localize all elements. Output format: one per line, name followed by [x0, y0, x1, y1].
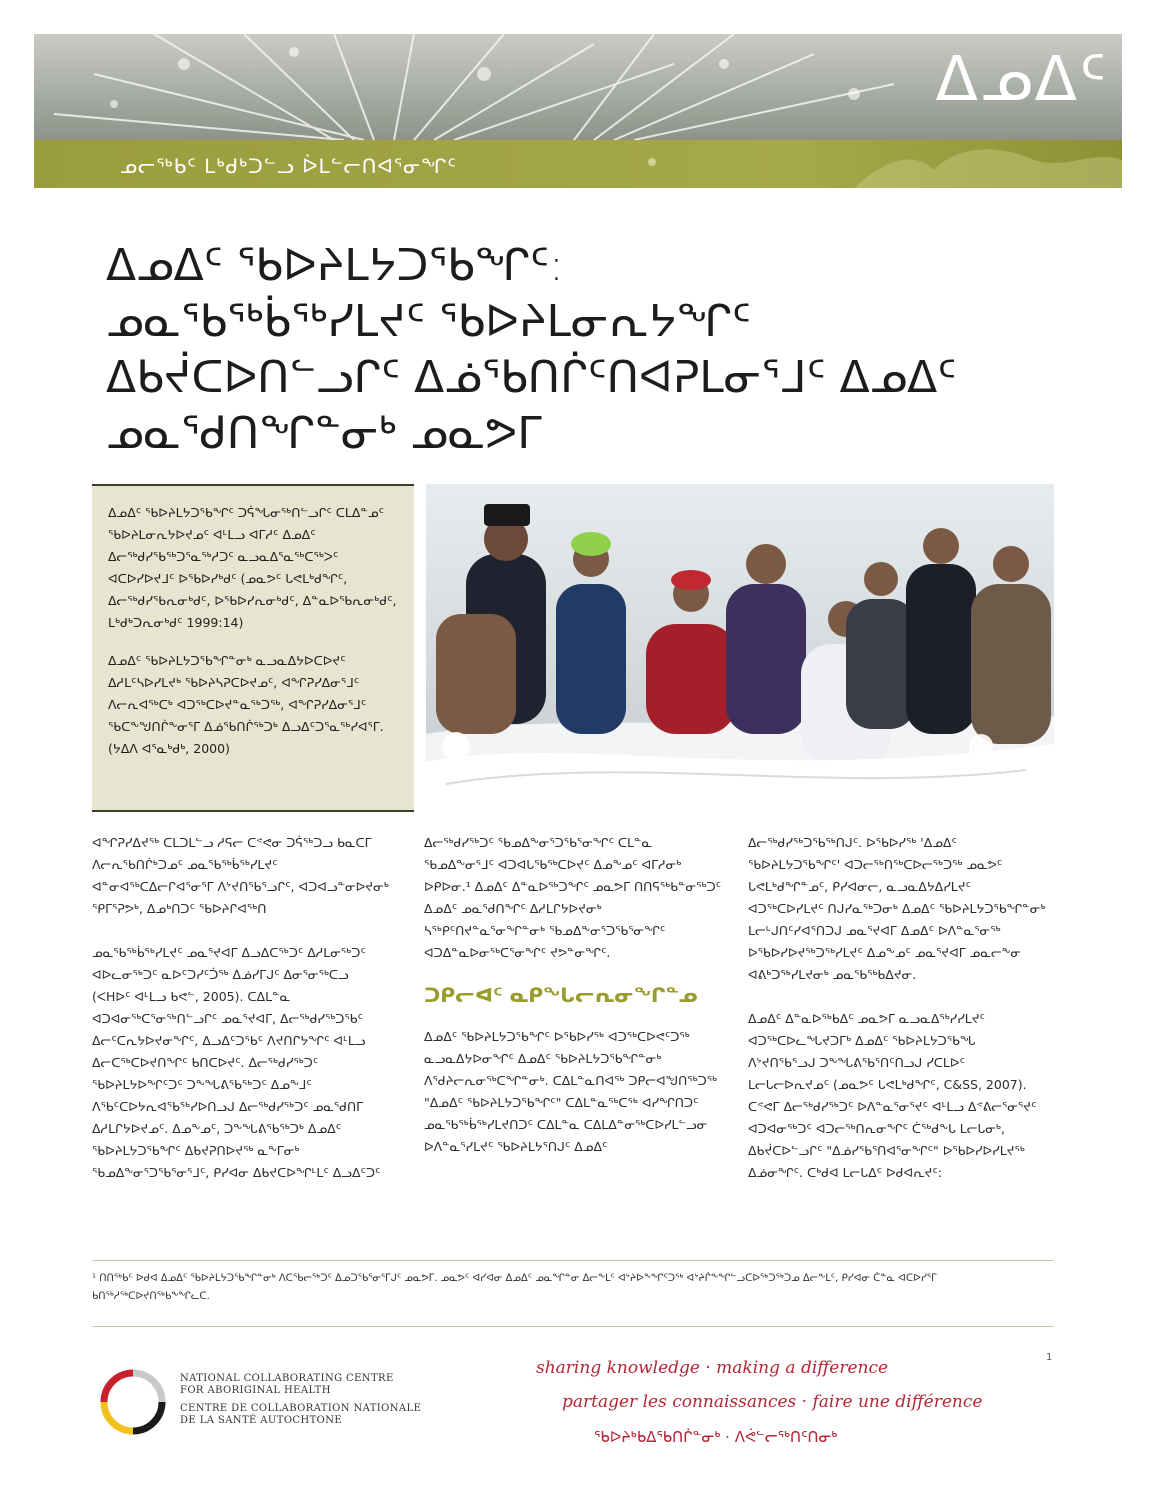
footnote-divider-bottom: [92, 1326, 1054, 1327]
banner-subtitle: ᓄᓕᖅᑲᑦ ᒪᒃᑯᒃᑐᓪᓗ ᐆᒪᓪᓕᑎᐊᕐᓂᖏᑦ: [120, 154, 457, 178]
slogan-english: sharing knowledge · making a difference: [536, 1358, 889, 1378]
slogan-french: partager les connaissances · faire une différence: [562, 1392, 983, 1412]
org-english-line: NATIONAL COLLABORATING CENTRE: [180, 1373, 394, 1384]
body-paragraph: ᓄᓇᖃᖅᑳᖅᓯᒪᔪᑦ ᓄᓇᕐᔪᐊᒥ ᐃᓗᐃᑕᖅᑐᑦ ᐃᓱᒪᓂᖅᑐᑦ ᐊᐅᓚᓂᖅᑐᑦ ᓇᐅᑦᑐᓯᑦᑑᖅ ᐃᓅᓯᒥᒍᑦ ᐃᓂᕐᓂᖅᑕᓗ (ᐸᕼᐅᑦ ᐊᒻᒪᓗ ᑲᕙᓪ, 2005). ᑕᐃᒪᓐᓇ ᐊᑐᐊᓂᖅᑕᕐᓂᖅᑎᓪᓗᒋᑦ ᓄᓇᕐᔪᐊᒥ, ᐃᓕᖅᑯᓯᖅᑐᖃᑦ ᐃᓕᑦᑕᕆᔭᐅᔪᓂᖏᑦ, ᐃᓗᐃᑦᑐᖃᑦ ᐱᔪᑎᒋᔭᖏᑦ ᐊᒻᒪᓗ ᐃᓕᑕᖅᑕᐅᔪᑎᖏᑦ ᑲᑎᑕᐅᔪᑦ. ᐃᓕᖅᑯᓯᖅᑐᑦ ᖃᐅᔨᒪᔭᐅᖏᑦᑐᑦ ᑐᖕᖓᕕᖃᖅᑐᑦ ᐃᓄᖕᒧᑦ ᐱᖃᑦᑕᐅᔭᕆᐊᖃᖅᓯᐅᑎᓗᒍ ᐃᓕᖅᑯᓯᖅᑐᑦ ᓄᓇᖁᑎᒥ ᐃᓱᒪᒋᔭᐅᔪᓄᑦ. ᐃᓄᖕᓄᑦ, ᑐᖕᖓᕕᖃᖅᑐᒃ ᐃᓄᐃᑦ ᖃᐅᔨᒪᔭᑐᖃᖏᑦ ᐃᑲᔪᕈᑎᐅᔪᖅ ᓇᖕᒥᓂᒃ ᖃᓄᐃᖕᓂᕐᑐᖃᕐᓂᕐᒧᑦ, ᑭᓯᐊᓂ ᐃᑲᔪᑕᐅᖏᒻᒪᑦ ᐃᓗᐃᑦᑐᑦ: [92, 945, 381, 1180]
footnote-divider-top: [92, 1260, 1054, 1261]
body-column-1: [92, 832, 390, 1206]
section-heading: ᑐᑭᓕᐊᑦ ᓇᑭᖕᒐᓕᕆᓂᖏᓐᓄ: [424, 983, 698, 1007]
banner-title: ᐃᓄᐃᑦ: [935, 42, 1108, 115]
sidebar-paragraph: ᐃᓄᐃᑦ ᖃᐅᔨᒪᔭᑐᖃᖏᓐᓂᒃ ᓇᓗᓇᐃᔭᐅᑕᐅᔪᑦ ᐃᓱᒪᑦᓴᐅᓯᒪᔪᒃ ᖃᐅᔨᓴᕈᑕᐅᔪᓄᑦ, ᐊᖏᕈᓯᐃᓂᕐᒧᑦ ᐱᓕᕆᐊᖅᑕᒃ ᐊᑐᖅᑕᐅᔪᓐᓇᖅᑐᖅ, ᐊᖏᕈᓯᐃᓂᕐᒧᑦ ᖃᑕᖕᖑᑎᒌᖕᓂᕐᒥ ᐃᓅᖃᑎᒌᖅᑐᒃ ᐃᓗᐃᑦᑐᕐᓇᖅᓯᐊᕐᒥ. (ᔭᐃᐱ ᐊᕐᓇᒃᑯᒃ, 2000): [108, 653, 384, 756]
title-line-2: ᓄᓇᖃᖅᑳᖅᓯᒪᔪᑦ ᖃᐅᔨᒪᓂᕆᔭᖏᑦ: [106, 296, 751, 347]
body-paragraph: ᐊᖏᕈᓯᐃᔪᖅ ᑕᒪᑐᒪᓪᓗ ᓱᕋᓕ ᑕᕝᕙᓂ ᑐᕌᖅᑐᓗ ᑲᓇᑕᒥ ᐱᓕᕆᖃᑎᒌᒃᑐᓄᑦ ᓄᓇᖃᖅᑳᖅᓯᒪᔪᑦ ᐊᓐᓂᐊᖅᑕᐃᓕᒋᐊᕐᓂᕐᒥ ᐱᔾᔪᑎᖃᕐᓗᒋᑦ, ᐊᑐᐊᓗᓐᓂᐅᔪᓂᒃ ᕿᒥᕐᕈᕗᒃ, ᐃᓄᒃᑎᑐᑦ ᖃᐅᔨᒋᐊᖅᑎ: [92, 835, 389, 916]
body-column-2: [424, 832, 722, 1180]
body-paragraph: ᐃᓄᐃᑦ ᖃᐅᔨᒪᔭᑐᖃᖏᑦ ᐅᖃᐅᓯᖅ ᐊᑐᖅᑕᐅᕙᑦᑐᖅ ᓇᓗᓇᐃᔭᐅᓂᖏᑦ ᐃᓄᐃᑦ ᖃᐅᔨᒪᔭᑐᖃᖏᓐᓂᒃ ᐱᖁᔨᓕᕆᓂᖅᑕᖏᓐᓂᒃ. ᑕᐃᒪᓐᓇᑎᐊᖅ ᑐᑭᓕᐊᖑᑎᖅᑐᖅ "ᐃᓄᐃᑦ ᖃᐅᔨᒪᔭᑐᖃᖏᑦ" ᑕᐃᒪᓐᓇᖅᑕᖅ ᐊᓯᖏᑎᑐᑦ ᓄᓇᖃᖅᑳᖅᓯᒪᔪᑎᑐᑦ ᑕᐃᒪᓐᓇ ᑕᐃᒪᐃᓐᓂᖅᑕᐅᓯᒪᓪᓗᓂ ᐅᐱᓐᓇᕐᓯᒪᔪᑦ ᖃᐅᔨᒪᔭᕐᑎᒍᑦ ᐃᓄᐃᑦ: [424, 1029, 718, 1154]
group-photo: [426, 484, 1054, 812]
footnote: ¹ ᑎᑎᖅᑲᑦ ᐅᑯᐊ ᐃᓄᐃᑦ ᖃᐅᔨᒪᔭᑐᖃᖏᓐᓂᒃ ᐱᑕᖃᓕᖅᑐᑦ ᐃᓄᑐᖃᕐᓂᕐᒥᒍᑦ ᓄᓇᕗᒥ. ᓄᓇᕗᑦ ᐊᓯᐊᓂ ᐃᓄᐃᑦ ᓄᓇᖏᓐᓂ ᐃᓕᖕᒪᑦ ᐊᔾᔨᐅᖕᖏᑦᑐᖅ ᐊᔾᔨᒌᖕᖏᓪᓗᑕᐅᖅᑐᖅᑐᓄ ᐃᓕᖕᒪᑦ, ᑭᓯᐊᓂ ᑖᓐᓇ ᐊᑕᐅᓯᕐᒥ ᑲᑎᖅᓱᖅᑕᐅᔪᑎᖅᑲᖕᖏᓚᑕ.: [92, 1273, 937, 1302]
org-french-line: CENTRE DE COLLABORATION NATIONALE: [180, 1403, 422, 1414]
page-number: 1: [1046, 1352, 1053, 1363]
page-title: [106, 238, 1066, 462]
body-paragraph: ᐃᓄᐃᑦ ᐃᓐᓇᐅᖅᑲᐃᑦ ᓄᓇᕗᒥ ᓇᓗᓇᐃᖅᓯᓯᒪᔪᑦ ᐊᑐᖅᑕᐅᓚᖓᔪᑐᒥᒃ ᐃᓄᐃᑦ ᖃᐅᔨᒪᔭᑐᖃᖓ ᐱᔾᔪᑎᖃᕐᓗᒍ ᑐᖕᖓᕕᖃᕐᑎᑦᑎᓗᒍ ᓯᑕᒪᐅᑦ ᒪᓕᒐᓕᐅᕆᔪᓄᑦ (ᓄᓇᕗᑦ ᒐᕙᒪᒃᑯᖏᑦ, C&SS, 2007). ᑕᕝᕙᒥ ᐃᓕᖅᑯᓯᖅᑐᑦ ᐅᐱᓐᓇᕐᓂᕐᔪᑦ ᐊᒻᒪᓗ ᐃᕝᕕᓕᕐᓂᕐᔪᑦ ᐊᑐᐊᓂᖅᑐᑦ ᐊᑐᓕᖅᑎᕆᓂᖏᑦ ᑖᖅᑯᖕᒐ ᒪᓕᒐᓂᒃ, ᐃᑲᔫᑕᐅᓪᓗᒋᑦ "ᐃᓅᓯᖃᕐᑎᐊᕐᓂᖏᑦ" ᐅᖃᐅᓯᐅᓯᒪᔪᖅ ᐃᓅᓂᖏᑦ. ᑕᒃᑯᐊ ᒪᓕᒐᐃᑦ ᐅᑯᐊᕆᔪᑦ:: [748, 1011, 1037, 1180]
header-banner: [34, 34, 1122, 188]
body-paragraph: ᐃᓕᖅᑯᓯᖅᑐᑦ ᖃᓄᐃᖕᓂᕐᑐᖃᕐᓂᖏᑦ ᑕᒪᓐᓇ ᖃᓄᐃᖕᓂᕐᒧᑦ ᐊᑐᐊᒐᖃᖅᑕᐅᔪᑦ ᐃᓄᖕᓄᑦ ᐊᒥᓱᓂᒃ ᐅᑭᐅᓂ.¹ ᐃᓄᐃᑦ ᐃᓐᓇᐅᖅᑐᖏᑦ ᓄᓇᕗᒥ ᑎᑎᕋᖅᑲᓐᓂᖅᑐᑦ ᐃᓄᐃᑦ ᓄᓇᖁᑎᖏᑦ ᐃᓱᒪᒋᔭᐅᔪᓂᒃ ᓴᖅᑭᑦᑎᔪᓐᓇᕐᓂᖏᓐᓂᒃ ᖃᓄᐃᖕᓂᕐᑐᖃᕐᓂᖏᑦ ᐊᑐᐃᓐᓇᐅᓂᖅᑕᕐᓂᖏᑦ ᔪᕗᓐᓂᖏᑦ.: [424, 835, 722, 960]
definition-sidebar: [92, 484, 414, 812]
title-line-1: ᐃᓄᐃᑦ ᖃᐅᔨᒪᔭᑐᖃᖏᑦ:: [106, 240, 564, 291]
org-french-line: DE LA SANTÉ AUTOCHTONE: [180, 1415, 343, 1426]
title-line-4: ᓄᓇᖁᑎᖏᓐᓂᒃ ᓄᓇᕗᒥ: [106, 408, 542, 459]
nccah-logo-icon: [100, 1369, 166, 1435]
org-english-line: FOR ABORIGINAL HEALTH: [180, 1385, 331, 1396]
sidebar-paragraph: ᐃᓄᐃᑦ ᖃᐅᔨᒪᔭᑐᖃᖏᑦ ᑐᕌᖓᓂᖅᑎᓪᓗᒋᑦ ᑕᒪᐃᓐᓄᑦ ᖃᐅᔨᒪᓂᕆᔭᐅᔪᓄᑦ ᐊᒻᒪᓗ ᐊᒥᓱᑦ ᐃᓄᐃᑦ ᐃᓕᖅᑯᓯᖃᖅᑐᕐᓇᖅᓱᑐᑦ ᓇᓗᓇᐃᕐᓇᖅᑕᖅᐳᑦ ᐊᑕᐅᓯᐅᔪᒧᑦ ᐅᖃᐅᓯᒃᑯᑦ (ᓄᓇᕗᑦ ᒐᕙᒪᒃᑯᖏᑦ, ᐃᓕᖅᑯᓯᖃᕆᓂᒃᑯᑦ, ᐅᖃᐅᓯᕆᓂᒃᑯᑦ, ᐃᓐᓇᐅᖃᕆᓂᒃᑯᑦ, ᒪᒃᑯᒃᑐᕆᓂᒃᑯᑦ 1999:14): [108, 505, 397, 630]
body-paragraph: ᐃᓕᖅᑯᓯᖅᑐᖃᖅᑎᒍᑦ. ᐅᖃᐅᓯᖅ 'ᐃᓄᐃᑦ ᖃᐅᔨᒪᔭᑐᖃᖏᑦ' ᐊᑐᓕᖅᑎᖅᑕᐅᓕᖅᑐᖅ ᓄᓇᕗᑦ ᒐᕙᒪᒃᑯᖏᓐᓄᑦ, ᑭᓯᐊᓂᓕ, ᓇᓗᓇᐃᔭᐃᓯᒪᔪᑦ ᐊᑐᖅᑕᐅᓯᒪᔪᑦ ᑎᒍᓯᓇᖅᑐᓂᒃ ᐃᓄᐃᑦ ᖃᐅᔨᒪᔭᑐᖃᖏᓐᓂᒃ ᒪᓕᒡᒍᑎᑦᓯᐊᕐᑎᑐᒍ ᓄᓇᕐᔪᐊᒥ ᐃᓄᐃᑦ ᐅᐱᓐᓇᕐᓂᖅ ᐅᖃᐅᓯᐅᔪᖅᑐᖅᓯᒪᔪᑦ ᐃᓄᖕᓄᑦ ᓄᓇᕐᔪᐊᒥ ᓄᓇᓕᖕᓂ ᐊᕕᒃᑐᖅᓯᒪᔪᓂᒃ ᓄᓇᖃᖅᑲᐃᔪᓂ.: [748, 835, 1046, 982]
organization-name: [180, 1373, 421, 1427]
body-column-3: [748, 832, 1046, 1206]
title-line-3: ᐃᑲᔫᑕᐅᑎᓪᓗᒋᑦ ᐃᓅᖃᑎᒌᑦᑎᐊᕈᒪᓂᕐᒧᑦ ᐃᓄᐃᑦ: [106, 352, 957, 403]
slogan-inuktitut: ᖃᐅᔨᒃᑲᐃᖃᑎᒌᓐᓂᒃ · ᐱᕚᓪᓕᖅᑎᑦᑎᓂᒃ: [594, 1428, 838, 1446]
frosted-pine-photo: [34, 34, 1122, 140]
